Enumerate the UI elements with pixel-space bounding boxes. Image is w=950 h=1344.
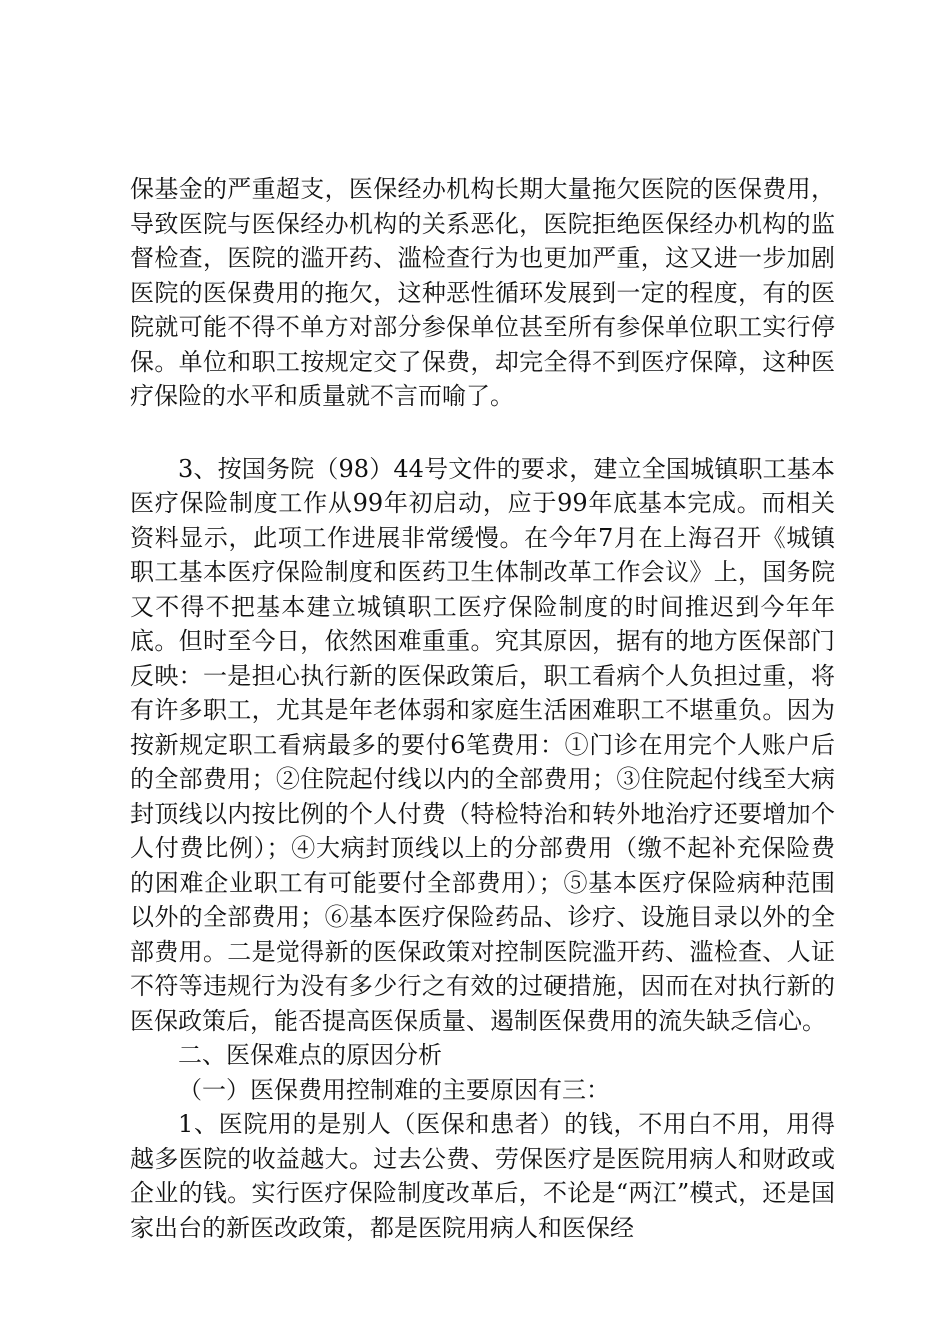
document-body [130, 172, 835, 1245]
subsection-heading-cost-control: （一）医保费用控制难的主要原因有三： [178, 1075, 610, 1104]
section-heading-cause-analysis: 二、医保难点的原因分析 [178, 1041, 442, 1069]
paragraph-continuation: 保基金的严重超支，医保经办机构长期大量拖欠医院的医保费用，导致医院与医保经办机构的关系恶化，医院拒绝医保经办机构的监督检查，医院的滥开药、滥检查行为也更加严重，这又进一步加剧医院的医保费用的拖欠，这种恶性循环发展到一定的程度，有的医院就可能不得不单方对部分参保单位甚至所有参保单位职工实行停保。单位和职工按规定交了保费，却完全得不到医疗保障，这种医疗保险的水平和质量就不言而喻了。 [130, 175, 835, 410]
paragraph-point-1: 1、医院用的是别人（医保和患者）的钱，不用白不用，用得越多医院的收益越大。过去公费、劳保医疗是医院用病人和财政或企业的钱。实行医疗保险制度改革后，不论是“两江”模式，还是国家出台的新医改政策，都是医院用病人和医保经 [130, 1110, 835, 1242]
paragraph-section-3: 3、按国务院（98）44号文件的要求，建立全国城镇职工基本医疗保险制度工作从99年初启动，应于99年底基本完成。而相关资料显示，此项工作进展非常缓慢。在今年7月在上海召开《城镇职工基本医疗保险制度和医药卫生体制改革工作会议》上，国务院又不得不把基本建立城镇职工医疗保险制度的时间推迟到今年年底。但时至今日，依然困难重重。究其原因，据有的地方医保部门反映：一是担心执行新的医保政策后，职工看病个人负担过重，将有许多职工，尤其是年老体弱和家庭生活困难职工不堪重负。因为按新规定职工看病最多的要付6笔费用：①门诊在用完个人账户后的全部费用；②住院起付线以内的全部费用；③住院起付线至大病封顶线以内按比例的个人付费（特检特治和转外地治疗还要增加个人付费比例）；④大病封顶线以上的分部费用（缴不起补充保险费的困难企业职工有可能要付全部费用）；⑤基本医疗保险病种范围以外的全部费用；⑥基本医疗保险药品、诊疗、设施目录以外的全部费用。二是觉得新的医保政策对控制医院滥开药、滥检查、人证不符等违规行为没有多少行之有效的过硬措施，因而在对执行新的医保政策后，能否提高医保质量、遏制医保费用的流失缺乏信心。 [130, 454, 835, 1035]
